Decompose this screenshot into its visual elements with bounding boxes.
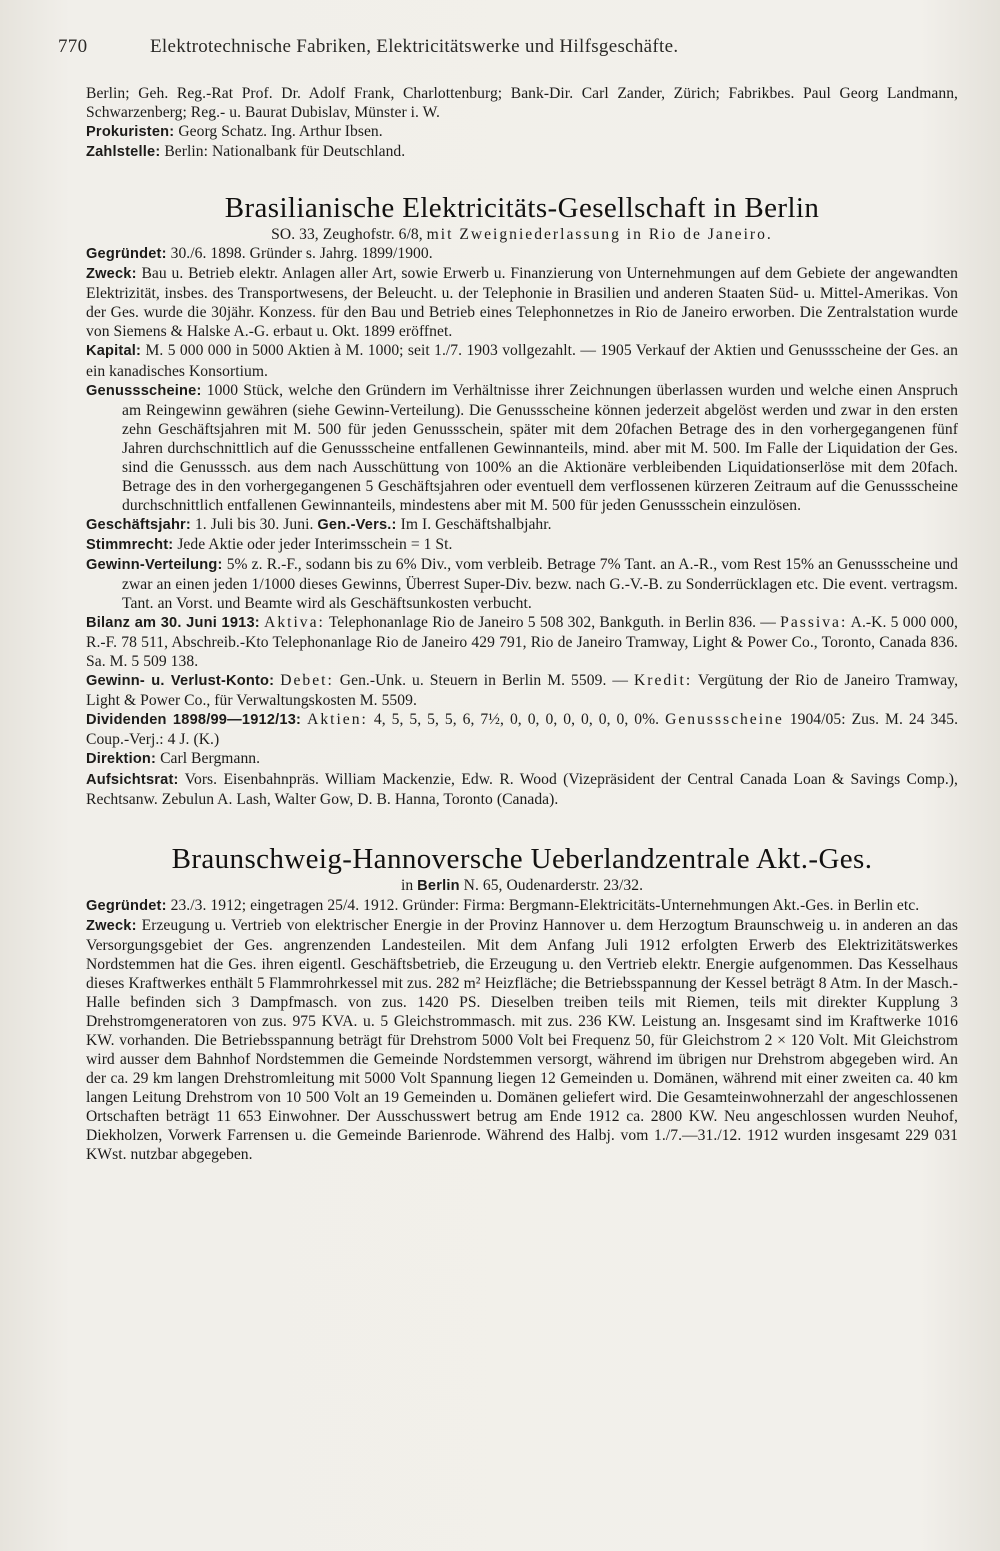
running-header — [58, 36, 958, 58]
company-entry-brasilianische — [86, 192, 958, 808]
zahlstelle-paragraph — [86, 142, 958, 162]
stimmrecht-paragraph — [86, 535, 958, 555]
debet-label: Debet: — [280, 672, 334, 690]
gegruendet-paragraph — [86, 244, 958, 264]
stimmrecht-label: Stimmrecht: — [86, 536, 174, 553]
direktion-paragraph — [86, 749, 958, 769]
aufsichtsrat-text: Vors. Eisenbahnpräs. William Mackenzie, Edw. R. Wood (Vizepräsident der Central Canada Loan & Savings Comp.), Rechtsanw. Zebulun A. Lash, Walter Gow, D. B. Hanna, Toronto (Canada). — [86, 770, 958, 808]
gewinn-verteilung-label: Gewinn-Verteilung: — [86, 556, 223, 573]
aufsichtsrat-label: Aufsichtsrat: — [86, 771, 179, 788]
kapital-text: M. 5 000 000 in 5000 Aktien à M. 1000; seit 1./7. 1903 vollgezahlt. — 1905 Verkauf der Aktien und Genussscheine der Ges. an ein kanadisches Konsortium. — [86, 342, 959, 380]
dividenden-label: Dividenden 1898/99—1912/13: — [86, 712, 302, 729]
kapital-paragraph — [86, 341, 958, 380]
genussscheine-label: Genussscheine: — [86, 382, 202, 399]
genvers-label: Gen.-Vers.: — [317, 516, 397, 533]
genussscheine-paragraph — [86, 381, 958, 515]
zweck-label: Zweck: — [86, 266, 137, 283]
aktiva-text: Telephonanlage Rio de Janeiro 5 508 302, Bankguth. in Berlin 836. — — [328, 614, 776, 632]
company-title: Brasilianische Elektricitäts-Gesellschaft in Berlin — [224, 192, 820, 225]
zweck-text: Bau u. Betrieb elektr. Anlagen aller Art, sowie Erwerb u. Finanzierung von Unternehmungen auf dem Gebiete der angewandten Elektrizität, insbes. des Transportwesens, der Beleucht. u. der Telephonie in Brasilien und anderen Staaten Süd- u. Mittel-Amerikas. Von der Ges. wurde die 30jähr. Konzess. für den Bau und Betrieb eines Telephonnetzes in Rio de Janeiro erworben. Die Zentralstation wurde von Siemens & Halske A.-G. erbaut u. Okt. 1899 eröffnet. — [86, 265, 958, 341]
zweck-label: Zweck: — [86, 917, 137, 934]
bilanz-paragraph — [86, 613, 958, 671]
gegruendet-text: 23./3. 1912; eingetragen 25/4. 1912. Gründer: Firma: Bergmann-Elektricitäts-Unternehmungen Akt.-Ges. in Berlin etc. — [170, 896, 920, 914]
address-street: N. 65, Oudenarderstr. 23/32. — [459, 876, 644, 894]
zweck-paragraph — [86, 264, 958, 341]
running-title: Elektrotechnische Fabriken, Elektricitätswerke und Hilfsgeschäfte. — [150, 36, 679, 57]
genussscheine-text: 1000 Stück, welche den Gründern im Verhältnisse ihrer Zeichnungen überlassen wurden und welche einen Anspruch am Reingewinn gewähren (siehe Gewinn-Verteilung). Die Genussscheine können jederzeit abgelöst werden und zwar in den ersten zehn Geschäftsjahren mit M. 500 für jeden Genussschein, später mit dem 20fachen Betrage des in den vorhergegangenen fünf Jahren durchschnittlich auf die Genussscheine entfallenen Gewinnanteils, mind. aber mit M. 500. Im Falle der Liquidation der Ges. sind die Genusssch. aus dem nach Ausschüttung von 100% — [122, 381, 958, 476]
gegruendet-label: Gegründet: — [86, 246, 167, 263]
zweck-paragraph — [86, 916, 958, 1165]
aufsichtsrat-paragraph — [86, 770, 958, 809]
gewinn-verlust-paragraph — [86, 671, 958, 710]
direktion-text: Carl Bergmann. — [160, 750, 261, 768]
stimmrecht-text: Jede Aktie oder jeder Interimsschein = 1 St. — [177, 535, 453, 553]
gegruendet-paragraph — [86, 896, 958, 916]
passiva-label: Passiva: — [780, 614, 848, 632]
company-entry-braunschweig — [86, 843, 958, 1165]
kredit-label: Kredit: — [634, 672, 693, 690]
div-aktien-text: 4, 5, 5, 5, 5, 6, 7½, 0, 0, 0, 0, 0, 0, 0, 0%. — [373, 711, 660, 729]
div-genuss-label: Genussscheine — [665, 711, 784, 729]
geschaeftsjahr-label: Geschäftsjahr: — [86, 516, 191, 533]
genvers-text: Im I. Geschäftshalbjahr. — [400, 515, 552, 533]
address-prefix: in — [400, 876, 418, 894]
board-members-text: Berlin; Geh. Reg.-Rat Prof. Dr. Adolf Frank, Charlottenburg; Bank-Dir. Carl Zander, Zürich; Fabrikbes. Paul Georg Landmann, Schwarzenberg; Reg.- u. Baurat Dubislav, Münster i. W. — [86, 85, 958, 122]
passiva-text: A.-K. 5 000 000, R.-F. 78 511, Abschreib.-Kto Telephonanlage Rio de Janeiro 429 791, Rio de Janeiro Tramway, Light & Power Co., Toronto, Canada 836. Sa. M. 5 509 138. — [86, 614, 959, 671]
kapital-label: Kapital: — [86, 343, 142, 360]
zahlstelle-label: Zahlstelle: — [86, 144, 161, 161]
kredit-text: Vergütung der Rio de Janeiro Tramway, Light & Power Co., für Verwaltungskosten M. 5509. — [86, 672, 959, 710]
address-street: SO. 33, Zeughofstr. 6/8, — [271, 226, 427, 244]
prokuristen-text: Georg Schatz. Ing. Arthur Ibsen. — [178, 123, 383, 141]
gegruendet-text: 30./6. 1898. Gründer s. Jahrg. 1899/1900. — [170, 245, 433, 263]
gegruendet-label: Gegründet: — [86, 897, 167, 914]
geschaeftsjahr-text: 1. Juli bis 30. Juni. — [194, 515, 314, 533]
direktion-label: Direktion: — [86, 751, 157, 768]
zahlstelle-text: Berlin: Nationalbank für Deutschland. — [164, 143, 406, 161]
gewinn-verteilung-paragraph — [86, 555, 958, 613]
company-title: Braunschweig-Hannoversche Ueberlandzentrale Akt.-Ges. — [171, 842, 873, 875]
dividenden-paragraph — [86, 710, 958, 749]
div-genuss-text: 1904/05: Zus. M. 24 345. Coup.-Verj.: 4 J. (K.) — [86, 711, 959, 749]
page-number: 770 — [58, 36, 88, 57]
aktiva-label: Aktiva: — [264, 614, 325, 632]
gewinn-verlust-label: Gewinn- u. Verlust-Konto: — [86, 673, 275, 690]
company-address — [86, 225, 958, 244]
zweck-text: Erzeugung u. Vertrieb von elektrischer Energie in der Provinz Hannover u. dem Herzogtum Braunschweig u. in anderen an das Versorgungsgebiet der Ges. angrenzenden Landesteilen. Mit dem Anfang Juli 1912 erfolgten Erwerb des Elektrizitätswerkes Nordstemmen hat die Ges. ihren eigentl. Geschäftsbetrieb, die Erzeugung u. den Vertrieb elektr. Energie aufgenommen. Das Kesselhaus dieses Kraftwerkes enthält 5 Flammrohrkessel mit zus. 282 m² Heizfläche; die Betriebsspannung der Kessel beträgt 8 Atm. In der Masch.-Halle befinden sich 3 Dampfmasch. von zus. 1420 PS. Dieselben treiben teils mit Riemen, teils mit direkter Kupplung 3 Drehstromgeneratoren von zus. 975 KVA. u. 5 Gleichstrommasch. mit zus. 236 KW. Leistung an. Insgesamt sind im Kraftwerke 1016 KW. vorhanden. Die Betriebsspannung beträgt für Drehstrom 5000 Volt bei Frequenz 50, für Gleichstrom 2 × 120 Volt. Mit Gleichstrom wird ausser dem Bahnhof Nordstemmen die Gemeinde Nordstemmen versorgt, während im übrigen nur Drehstrom abgegeben wird. An der ca. 29 km langen Drehstromleitung mit 5000 Volt Spannung liegen 12 Gemeinden u. Domänen, während mit einer zweiten ca. 40 km langen Leitung Drehstrom von 10 500 Volt an 19 Gemeinden u. Domänen geliefert wird. Die Gesamteinwohnerzahl der angeschlossenen Ortschaften beträgt 11 653 Einwohner. Der Ausschusswert betrug am Ende 1912 ca. 2800 KW. Neu angeschlossen wurden Neuhof, Diekholzen, Vorwerk Farrensen u. die Gemeinde Barienrode. Während des Halbj. vom 1./7.—31./12. 1912 wurden insgesamt 229 031 KWst. nutzbar abgegeben. — [86, 916, 958, 1164]
geschaeftsjahr-paragraph — [86, 515, 958, 535]
address-branch: mit Zweigniederlassung in Rio de Janeiro. — [426, 226, 773, 244]
address-city: Berlin — [417, 877, 460, 894]
company-address — [86, 876, 958, 896]
previous-entry-tail — [86, 84, 958, 162]
prokuristen-paragraph — [86, 122, 958, 142]
bilanz-label: Bilanz am 30. Juni 1913: — [86, 615, 260, 632]
debet-text: Gen.-Unk. u. Steuern in Berlin M. 5509. — — [339, 672, 629, 690]
prokuristen-label: Prokuristen: — [86, 124, 175, 141]
gewinn-verteilung-text: 5% z. R.-F., sodann bis zu 6% Div., vom verbleib. Betrage 7% Tant. an A.-R., vom Rest 15% an Genussscheine und zwar an einen jeden 1/1000 dieses Gewinns, Überrest Super-Div. bezw. nach G.-V.-B. zu Sonderrücklagen etc. Die event. vertragsm. Tant. an Vorst. und Beamte wird als Geschäftsunkosten verbucht. — [122, 555, 958, 613]
div-aktien-label: Aktien: — [307, 711, 368, 729]
genussscheine-text-cont: an die Aktionäre verbleibenden Liquidationserlöse mit dem 20fach. Betrage des in den vorhergegangenen 5 Geschäftsjahren oder eventuell dem verflossenen kürzeren Zeitraum auf die Genussscheine durchschnittlich entfallenen Gewinnanteils, mindestens aber mit M. 500 für jeden Genussschein einzulösen. — [122, 458, 958, 514]
